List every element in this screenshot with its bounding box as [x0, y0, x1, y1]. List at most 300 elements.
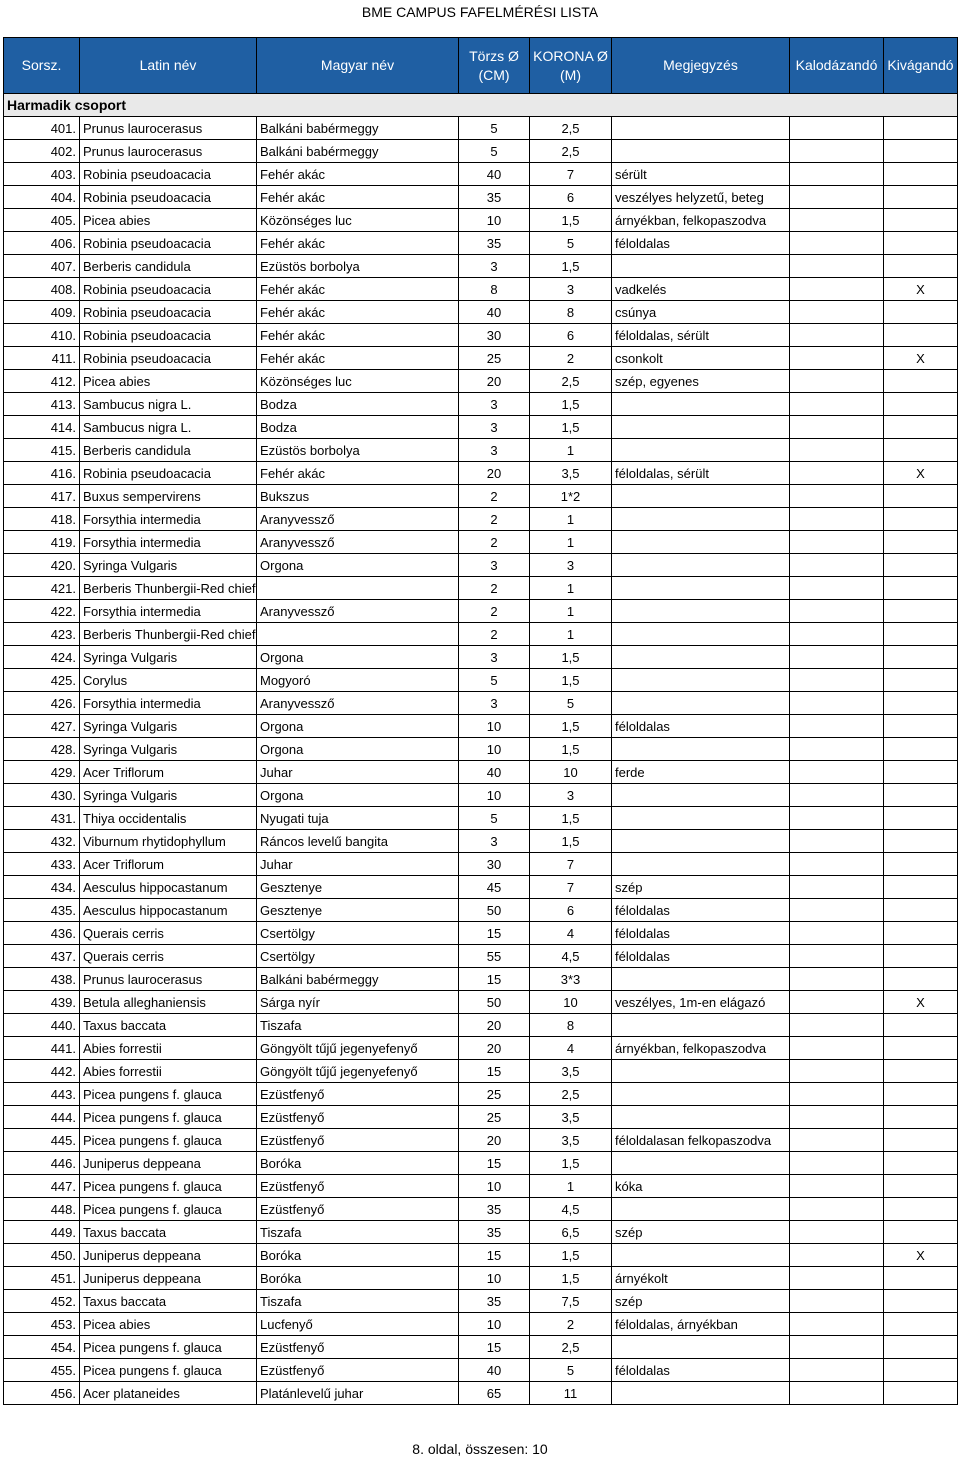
hungarian-name: Bodza	[257, 416, 459, 439]
crown-diameter: 1	[530, 623, 612, 646]
kalodazando-mark	[790, 1083, 884, 1106]
kivagando-mark	[884, 485, 958, 508]
kivagando-mark: X	[884, 1244, 958, 1267]
crown-diameter: 1,5	[530, 646, 612, 669]
trunk-diameter: 10	[459, 784, 530, 807]
kalodazando-mark	[790, 945, 884, 968]
hungarian-name	[257, 623, 459, 646]
kalodazando-mark	[790, 508, 884, 531]
hungarian-name: Platánlevelű juhar	[257, 1382, 459, 1405]
hungarian-name: Orgona	[257, 554, 459, 577]
trunk-diameter: 3	[459, 646, 530, 669]
header-crown-line1: KORONA Ø	[533, 47, 608, 64]
row-number: 414.	[4, 416, 80, 439]
kalodazando-mark	[790, 1198, 884, 1221]
latin-name: Prunus laurocerasus	[80, 968, 257, 991]
table-row	[4, 508, 958, 531]
hungarian-name: Göngyölt tűjű jegenyefenyő	[257, 1060, 459, 1083]
kivagando-mark	[884, 324, 958, 347]
kalodazando-mark	[790, 853, 884, 876]
kivagando-mark: X	[884, 991, 958, 1014]
hungarian-name: Mogyoró	[257, 669, 459, 692]
trunk-diameter: 25	[459, 1106, 530, 1129]
kalodazando-mark	[790, 1267, 884, 1290]
trunk-diameter: 2	[459, 531, 530, 554]
crown-diameter: 1,5	[530, 807, 612, 830]
table-row	[4, 1060, 958, 1083]
hungarian-name: Fehér akác	[257, 232, 459, 255]
crown-diameter: 2,5	[530, 1336, 612, 1359]
trunk-diameter: 10	[459, 1313, 530, 1336]
table-row	[4, 140, 958, 163]
tree-survey-table	[3, 37, 958, 1405]
table-row	[4, 807, 958, 830]
table-row	[4, 1221, 958, 1244]
kivagando-mark	[884, 209, 958, 232]
trunk-diameter: 2	[459, 600, 530, 623]
hungarian-name: Boróka	[257, 1152, 459, 1175]
latin-name: Robinia pseudoacacia	[80, 324, 257, 347]
trunk-diameter: 25	[459, 1083, 530, 1106]
latin-name: Robinia pseudoacacia	[80, 163, 257, 186]
latin-name: Acer plataneides	[80, 1382, 257, 1405]
crown-diameter: 7	[530, 876, 612, 899]
table-row	[4, 1175, 958, 1198]
kalodazando-mark	[790, 554, 884, 577]
table-row	[4, 232, 958, 255]
crown-diameter: 1,5	[530, 1152, 612, 1175]
table-row	[4, 761, 958, 784]
kivagando-mark	[884, 577, 958, 600]
hungarian-name: Boróka	[257, 1244, 459, 1267]
trunk-diameter: 10	[459, 1175, 530, 1198]
hungarian-name: Ezüstfenyő	[257, 1106, 459, 1129]
table-row	[4, 922, 958, 945]
kivagando-mark	[884, 1175, 958, 1198]
hungarian-name: Göngyölt tűjű jegenyefenyő	[257, 1037, 459, 1060]
crown-diameter: 2	[530, 1313, 612, 1336]
row-number: 431.	[4, 807, 80, 830]
table-row	[4, 347, 958, 370]
trunk-diameter: 10	[459, 1267, 530, 1290]
header-note: Megjegyzés	[612, 38, 790, 94]
hungarian-name: Orgona	[257, 715, 459, 738]
crown-diameter: 1,5	[530, 1244, 612, 1267]
note: sérült	[612, 163, 790, 186]
crown-diameter: 3,5	[530, 462, 612, 485]
latin-name: Picea abies	[80, 209, 257, 232]
table-row	[4, 738, 958, 761]
group-row	[4, 94, 958, 117]
note: veszélyes helyzetű, beteg	[612, 186, 790, 209]
hungarian-name: Fehér akác	[257, 163, 459, 186]
hungarian-name: Fehér akác	[257, 301, 459, 324]
crown-diameter: 2,5	[530, 140, 612, 163]
note: kóka	[612, 1175, 790, 1198]
hungarian-name: Ezüstfenyő	[257, 1198, 459, 1221]
kalodazando-mark	[790, 968, 884, 991]
row-number: 410.	[4, 324, 80, 347]
note: árnyékolt	[612, 1267, 790, 1290]
note	[612, 554, 790, 577]
kalodazando-mark	[790, 301, 884, 324]
row-number: 433.	[4, 853, 80, 876]
note: szép	[612, 1290, 790, 1313]
latin-name: Robinia pseudoacacia	[80, 232, 257, 255]
kalodazando-mark	[790, 1313, 884, 1336]
latin-name: Acer Triflorum	[80, 761, 257, 784]
hungarian-name: Lucfenyő	[257, 1313, 459, 1336]
row-number: 437.	[4, 945, 80, 968]
row-number: 408.	[4, 278, 80, 301]
note	[612, 1152, 790, 1175]
row-number: 420.	[4, 554, 80, 577]
kivagando-mark	[884, 623, 958, 646]
kalodazando-mark	[790, 278, 884, 301]
crown-diameter: 3,5	[530, 1060, 612, 1083]
kivagando-mark	[884, 1129, 958, 1152]
row-number: 413.	[4, 393, 80, 416]
kivagando-mark	[884, 186, 958, 209]
latin-name: Robinia pseudoacacia	[80, 186, 257, 209]
hungarian-name: Balkáni babérmeggy	[257, 968, 459, 991]
note	[612, 968, 790, 991]
crown-diameter: 10	[530, 761, 612, 784]
crown-diameter: 4,5	[530, 1198, 612, 1221]
note	[612, 623, 790, 646]
kivagando-mark	[884, 1106, 958, 1129]
row-number: 441.	[4, 1037, 80, 1060]
kalodazando-mark	[790, 255, 884, 278]
hungarian-name: Ezüstfenyő	[257, 1129, 459, 1152]
note	[612, 738, 790, 761]
kalodazando-mark	[790, 922, 884, 945]
note	[612, 853, 790, 876]
latin-name: Picea abies	[80, 370, 257, 393]
trunk-diameter: 55	[459, 945, 530, 968]
row-number: 412.	[4, 370, 80, 393]
trunk-diameter: 3	[459, 830, 530, 853]
row-number: 445.	[4, 1129, 80, 1152]
crown-diameter: 1,5	[530, 209, 612, 232]
note	[612, 646, 790, 669]
crown-diameter: 3,5	[530, 1106, 612, 1129]
row-number: 402.	[4, 140, 80, 163]
latin-name: Robinia pseudoacacia	[80, 301, 257, 324]
note	[612, 600, 790, 623]
hungarian-name: Ezüstfenyő	[257, 1083, 459, 1106]
kivagando-mark	[884, 830, 958, 853]
kalodazando-mark	[790, 738, 884, 761]
note	[612, 807, 790, 830]
kivagando-mark	[884, 1359, 958, 1382]
trunk-diameter: 40	[459, 761, 530, 784]
row-number: 440.	[4, 1014, 80, 1037]
crown-diameter: 1,5	[530, 830, 612, 853]
note	[612, 508, 790, 531]
trunk-diameter: 15	[459, 1244, 530, 1267]
table-row	[4, 1336, 958, 1359]
crown-diameter: 3,5	[530, 1129, 612, 1152]
kalodazando-mark	[790, 1106, 884, 1129]
kivagando-mark	[884, 117, 958, 140]
latin-name: Picea pungens f. glauca	[80, 1198, 257, 1221]
hungarian-name: Juhar	[257, 761, 459, 784]
note: féloldalas, árnyékban	[612, 1313, 790, 1336]
table-row	[4, 623, 958, 646]
hungarian-name: Tiszafa	[257, 1290, 459, 1313]
crown-diameter: 2	[530, 347, 612, 370]
row-number: 427.	[4, 715, 80, 738]
row-number: 415.	[4, 439, 80, 462]
row-number: 449.	[4, 1221, 80, 1244]
kalodazando-mark	[790, 439, 884, 462]
latin-name: Juniperus deppeana	[80, 1152, 257, 1175]
latin-name: Juniperus deppeana	[80, 1244, 257, 1267]
kalodazando-mark	[790, 991, 884, 1014]
kalodazando-mark	[790, 531, 884, 554]
kivagando-mark	[884, 1313, 958, 1336]
table-row	[4, 991, 958, 1014]
table-row	[4, 209, 958, 232]
kivagando-mark	[884, 439, 958, 462]
note: féloldalasan felkopaszodva	[612, 1129, 790, 1152]
kalodazando-mark	[790, 324, 884, 347]
crown-diameter: 1,5	[530, 738, 612, 761]
crown-diameter: 5	[530, 692, 612, 715]
latin-name: Aesculus hippocastanum	[80, 876, 257, 899]
kivagando-mark	[884, 1152, 958, 1175]
kivagando-mark	[884, 1267, 958, 1290]
latin-name: Viburnum rhytidophyllum	[80, 830, 257, 853]
hungarian-name: Aranyvessző	[257, 692, 459, 715]
crown-diameter: 7,5	[530, 1290, 612, 1313]
crown-diameter: 5	[530, 232, 612, 255]
hungarian-name: Fehér akác	[257, 186, 459, 209]
note	[612, 439, 790, 462]
header-trunk-diameter	[459, 38, 530, 94]
row-number: 429.	[4, 761, 80, 784]
kalodazando-mark	[790, 784, 884, 807]
trunk-diameter: 35	[459, 232, 530, 255]
kivagando-mark	[884, 554, 958, 577]
crown-diameter: 2,5	[530, 370, 612, 393]
hungarian-name: Orgona	[257, 646, 459, 669]
hungarian-name: Nyugati tuja	[257, 807, 459, 830]
row-number: 426.	[4, 692, 80, 715]
latin-name: Forsythia intermedia	[80, 531, 257, 554]
trunk-diameter: 3	[459, 393, 530, 416]
row-number: 416.	[4, 462, 80, 485]
header-latin-name: Latin név	[80, 38, 257, 94]
kalodazando-mark	[790, 140, 884, 163]
row-number: 448.	[4, 1198, 80, 1221]
kivagando-mark	[884, 899, 958, 922]
kalodazando-mark	[790, 1359, 884, 1382]
latin-name: Querais cerris	[80, 922, 257, 945]
trunk-diameter: 3	[459, 692, 530, 715]
crown-diameter: 2,5	[530, 117, 612, 140]
latin-name: Aesculus hippocastanum	[80, 899, 257, 922]
hungarian-name: Balkáni babérmeggy	[257, 117, 459, 140]
trunk-diameter: 10	[459, 738, 530, 761]
kalodazando-mark	[790, 692, 884, 715]
hungarian-name: Orgona	[257, 784, 459, 807]
table-row	[4, 1382, 958, 1405]
kalodazando-mark	[790, 1037, 884, 1060]
latin-name: Taxus baccata	[80, 1014, 257, 1037]
trunk-diameter: 3	[459, 554, 530, 577]
crown-diameter: 7	[530, 853, 612, 876]
kalodazando-mark	[790, 715, 884, 738]
row-number: 447.	[4, 1175, 80, 1198]
kivagando-mark	[884, 761, 958, 784]
trunk-diameter: 15	[459, 922, 530, 945]
latin-name: Prunus laurocerasus	[80, 117, 257, 140]
crown-diameter: 1,5	[530, 715, 612, 738]
row-number: 423.	[4, 623, 80, 646]
trunk-diameter: 3	[459, 255, 530, 278]
hungarian-name: Tiszafa	[257, 1221, 459, 1244]
trunk-diameter: 5	[459, 669, 530, 692]
row-number: 432.	[4, 830, 80, 853]
kalodazando-mark	[790, 1175, 884, 1198]
trunk-diameter: 50	[459, 991, 530, 1014]
kalodazando-mark	[790, 623, 884, 646]
row-number: 435.	[4, 899, 80, 922]
page-footer: 8. oldal, összesen: 10	[412, 1441, 548, 1457]
table-row	[4, 186, 958, 209]
note: féloldalas	[612, 232, 790, 255]
header-crown-line2: (M)	[560, 66, 581, 83]
trunk-diameter: 40	[459, 1359, 530, 1382]
note	[612, 1198, 790, 1221]
kalodazando-mark	[790, 393, 884, 416]
kalodazando-mark	[790, 1244, 884, 1267]
note: szép, egyenes	[612, 370, 790, 393]
table-row	[4, 554, 958, 577]
crown-diameter: 1	[530, 439, 612, 462]
note: árnyékban, felkopaszodva	[612, 1037, 790, 1060]
note	[612, 692, 790, 715]
kivagando-mark	[884, 531, 958, 554]
trunk-diameter: 5	[459, 807, 530, 830]
kalodazando-mark	[790, 347, 884, 370]
trunk-diameter: 40	[459, 163, 530, 186]
kalodazando-mark	[790, 830, 884, 853]
crown-diameter: 1	[530, 600, 612, 623]
row-number: 424.	[4, 646, 80, 669]
hungarian-name: Ezüstös borbolya	[257, 255, 459, 278]
latin-name: Picea pungens f. glauca	[80, 1175, 257, 1198]
crown-diameter: 1*2	[530, 485, 612, 508]
hungarian-name: Ezüstfenyő	[257, 1359, 459, 1382]
crown-diameter: 8	[530, 1014, 612, 1037]
note	[612, 1060, 790, 1083]
note	[612, 416, 790, 439]
crown-diameter: 8	[530, 301, 612, 324]
kivagando-mark: X	[884, 278, 958, 301]
crown-diameter: 1,5	[530, 255, 612, 278]
row-number: 446.	[4, 1152, 80, 1175]
latin-name: Betula alleghaniensis	[80, 991, 257, 1014]
kalodazando-mark	[790, 1336, 884, 1359]
hungarian-name: Csertölgy	[257, 922, 459, 945]
note	[612, 1244, 790, 1267]
hungarian-name: Ezüstfenyő	[257, 1336, 459, 1359]
trunk-diameter: 15	[459, 1152, 530, 1175]
trunk-diameter: 40	[459, 301, 530, 324]
latin-name: Acer Triflorum	[80, 853, 257, 876]
kalodazando-mark	[790, 416, 884, 439]
trunk-diameter: 35	[459, 1198, 530, 1221]
latin-name: Picea pungens f. glauca	[80, 1083, 257, 1106]
table-row	[4, 876, 958, 899]
latin-name: Berberis candidula	[80, 439, 257, 462]
trunk-diameter: 5	[459, 140, 530, 163]
table-row	[4, 577, 958, 600]
trunk-diameter: 35	[459, 1221, 530, 1244]
kalodazando-mark	[790, 600, 884, 623]
trunk-diameter: 20	[459, 370, 530, 393]
kivagando-mark	[884, 508, 958, 531]
kivagando-mark	[884, 600, 958, 623]
kivagando-mark: X	[884, 347, 958, 370]
row-number: 404.	[4, 186, 80, 209]
crown-diameter: 6	[530, 186, 612, 209]
table-row	[4, 715, 958, 738]
kivagando-mark	[884, 301, 958, 324]
kivagando-mark	[884, 255, 958, 278]
note	[612, 669, 790, 692]
trunk-diameter: 20	[459, 1129, 530, 1152]
table-row	[4, 1267, 958, 1290]
header-crown-diameter	[530, 38, 612, 94]
trunk-diameter: 15	[459, 1336, 530, 1359]
kalodazando-mark	[790, 163, 884, 186]
latin-name: Robinia pseudoacacia	[80, 278, 257, 301]
table-row	[4, 692, 958, 715]
row-number: 418.	[4, 508, 80, 531]
table-body	[4, 94, 958, 1405]
hungarian-name: Fehér akác	[257, 278, 459, 301]
latin-name: Forsythia intermedia	[80, 508, 257, 531]
header-hungarian-name: Magyar név	[257, 38, 459, 94]
trunk-diameter: 10	[459, 209, 530, 232]
hungarian-name: Gesztenye	[257, 899, 459, 922]
note	[612, 1014, 790, 1037]
latin-name: Sambucus nigra L.	[80, 416, 257, 439]
latin-name: Corylus	[80, 669, 257, 692]
hungarian-name: Gesztenye	[257, 876, 459, 899]
crown-diameter: 10	[530, 991, 612, 1014]
note: szép	[612, 1221, 790, 1244]
row-number: 401.	[4, 117, 80, 140]
crown-diameter: 6,5	[530, 1221, 612, 1244]
trunk-diameter: 5	[459, 117, 530, 140]
crown-diameter: 5	[530, 1359, 612, 1382]
latin-name: Prunus laurocerasus	[80, 140, 257, 163]
trunk-diameter: 35	[459, 1290, 530, 1313]
table-row	[4, 853, 958, 876]
note: féloldalas	[612, 715, 790, 738]
note: ferde	[612, 761, 790, 784]
kalodazando-mark	[790, 370, 884, 393]
kalodazando-mark	[790, 117, 884, 140]
header-sorsz: Sorsz.	[4, 38, 80, 94]
trunk-diameter: 20	[459, 1037, 530, 1060]
latin-name: Syringa Vulgaris	[80, 715, 257, 738]
